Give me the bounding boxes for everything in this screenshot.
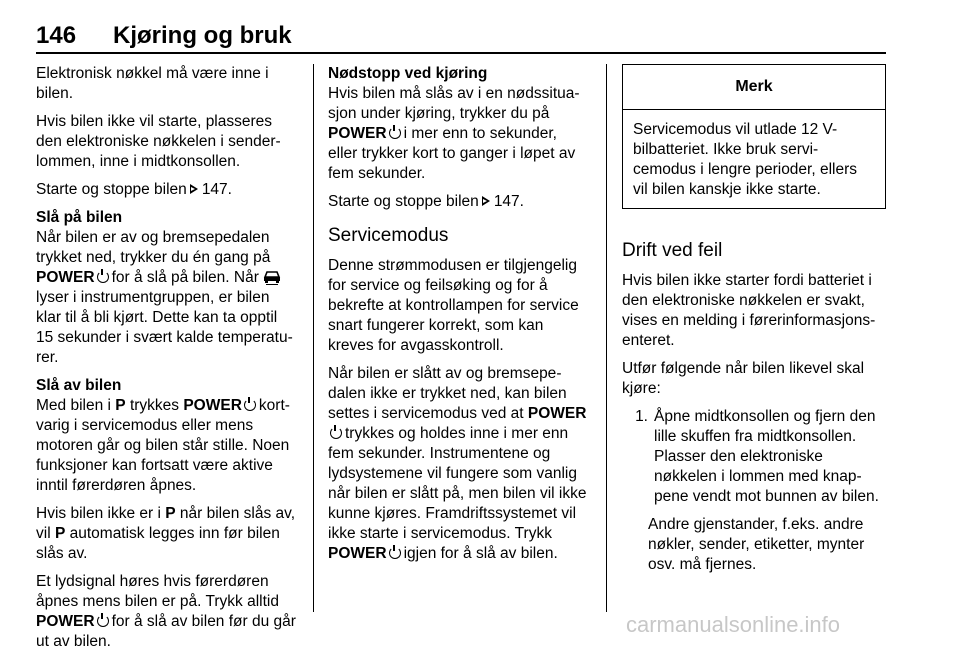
note-title: Merk [623,65,885,110]
list-item [622,407,886,507]
note-box [622,64,886,209]
page-link[interactable]: 147. [493,193,524,210]
paragraph: Elektronisk nøkkel må være inne i bilen. [36,65,269,102]
power-icon [97,271,109,283]
section-heading: Drift ved feil [622,240,723,261]
column-3 [622,64,886,583]
paragraph: Denne strømmodusen er tilgjengelig for service og feilsøking og for å bekrefte at kontrollampen for service snart fungerer korrekt, som kan kreves for avgasskontroll. [328,257,579,354]
subheading: Nødstopp ved kjøring [328,65,488,82]
paragraph: Andre gjenstander, f.eks. andre nøkler, sender, etiketter, mynter osv. må fjernes. [648,516,865,573]
power-icon [330,427,342,439]
header-rule [36,52,886,54]
column-2 [328,64,590,572]
paragraph: Hvis bilen ikke starter fordi batteriet i den elektroniske nøkkelen er svakt, vises en melding i førerinformasjonsenteret. [622,272,876,349]
note-body: Servicemodus vil utlade 12 V-bilbatteriet. Ikke bruk servicemodus i lengre perioder, ellers vil bilen kanskje ikke starte. [633,121,858,198]
paragraph: Med bilen i P trykkes POWER kortvarig i servicemodus eller mens motoren går og bilen står stille. Noen funksjoner kan fortsatt være aktive inntil førerdøren åpnes. [36,397,290,494]
subheading: Slå på bilen [36,209,123,226]
power-icon [389,547,401,559]
power-label: POWER [328,545,387,562]
column-divider [313,64,314,612]
paragraph: Når bilen er av og bremsepedalen trykket ned, trykker du én gang på POWER for å slå på bilen. Når lyser i instrumentgruppen, er bilen klar til å bli kjørt. Dette kan ta opptil 15 sekunder i svært kalde temperaturer. [36,229,293,366]
paragraph: Hvis bilen må slås av i en nødssituasjon under kjøring, trykker du på POWER i mer enn to sekunder, eller trykker kort to ganger i løpet av fem sekunder. [328,85,580,182]
cross-reference: Starte og stoppe bilen 147. [36,181,232,198]
column-divider [606,64,607,612]
power-icon [244,399,256,411]
page-title: Kjøring og bruk [113,22,292,49]
paragraph: Hvis bilen ikke vil starte, plasseres den elektroniske nøkkelen i senderlommen, inne i midtkonsollen. [36,113,281,170]
power-icon [389,127,401,139]
list-text: Åpne midtkonsollen og fjern den lille skuffen fra midtkonsollen. Plasser den elektroniske nøkkelen i lommen med knappene vendt mot bunnen av bilen. [654,408,879,505]
section-heading: Servicemodus [328,225,449,246]
cross-reference: Starte og stoppe bilen 147. [328,193,524,210]
page-header [36,22,886,52]
power-label: POWER [183,397,242,414]
paragraph: Et lydsignal høres hvis førerdøren åpnes mens bilen er på. Trykk alltid POWER for å slå av bilen før du går ut av bilen. [36,573,296,650]
paragraph: Når bilen er slått av og bremsepedalen ikke er trykket ned, kan bilen settes i servicemodus ved at POWERtrykkes og holdes inne i mer enn fem sekunder. Instrumentene og lydsystemene vil fungere som vanlig når bilen er slått på, men bilen vil ikke kunne kjøres. Framdriftssystemet vil ikke starte i servicemodus. Trykk POWER igjen for å slå av bilen. [328,365,587,562]
page-link[interactable]: 147. [201,181,232,198]
list-number: 1. [635,408,648,425]
arrow-right-icon [482,196,490,206]
paragraph: Hvis bilen ikke er i P når bilen slås av, vil P automatisk legges inn før bilen slås av. [36,505,296,562]
column-1 [36,64,298,660]
subheading: Slå av bilen [36,377,122,394]
power-label: POWER [328,125,387,142]
power-label: POWER [36,269,95,286]
car-ready-icon [262,269,282,285]
power-label: POWER [527,405,587,422]
watermark: carmanualsonline.info [626,612,841,637]
power-label: POWER [36,613,95,630]
paragraph: Utfør følgende når bilen likevel skal kjøre: [622,360,865,397]
power-icon [97,615,109,627]
page-number: 146 [36,22,77,49]
arrow-right-icon [190,184,198,194]
